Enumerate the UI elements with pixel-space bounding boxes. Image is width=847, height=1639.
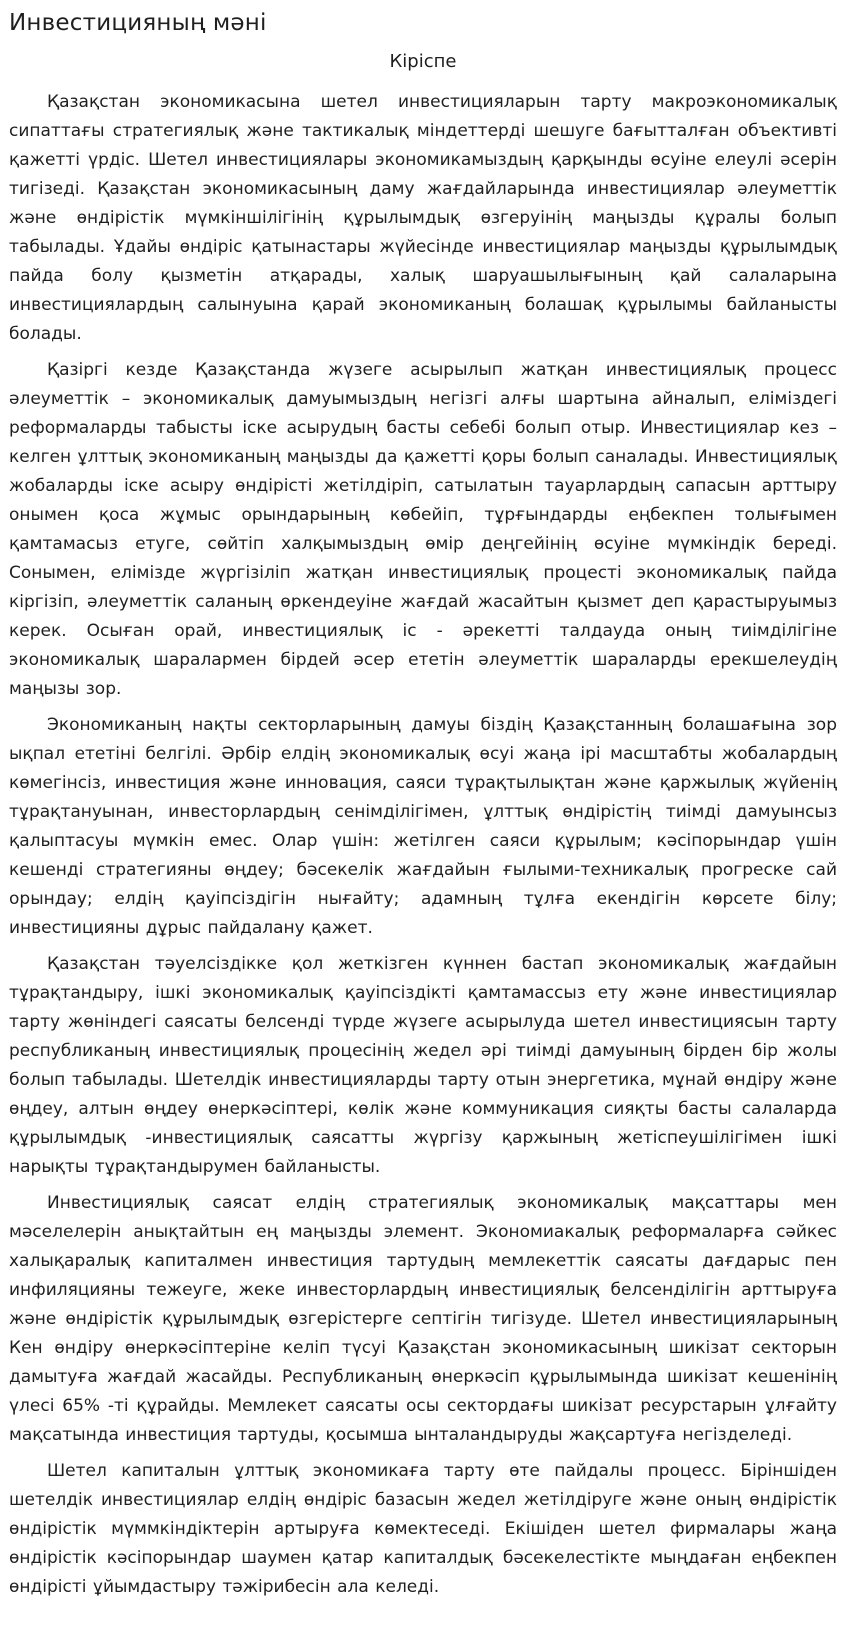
paragraph-2: Қазіргі кезде Қазақстанда жүзеге асырылып жатқан инвестициялық процесс әлеуметтік – экономикалық дамуымыздың негізгі алғы шартына айналып, еліміздегі реформаларды табысты іске асырудың басты себебі болып отыр. Инвестициялар кез – келген ұлттық экономиканың маңызды да қажетті қоры болып саналады. Инвестициялық жобаларды іске асыру өндірісті жетілдіріп, сатылатын тауарлардың сапасын арттыру онымен қоса жұмыс орындарының көбейіп, тұрғындарды еңбекпен толығымен қамтамасыз етуге, сөйтіп халқымыздың өмір деңгейінің өсуіне мүмкіндік береді. Сонымен, елімізде жүргізіліп жатқан инвестициялық процесті экономикалық пайда кіргізіп, әлеуметтік саланың өркендеуіне жағдай жасайтын қызмет деп қарастыруымыз керек. Осыған орай, инвестициялық іс - әрекетті талдауда оның тиімділігіне экономикалық шаралармен бірдей әсер ететін әлеуметтік шараларды ерекшелеудің маңызы зор. — [9, 360, 837, 699]
section-heading: Кіріспе — [389, 51, 457, 72]
paragraph-3: Экономиканың нақты секторларының дамуы біздің Қазақстанның болашағына зор ықпал ететіні белгілі. Әрбір елдің экономикалық өсуі жаңа ірі масштабты жобалардың көмегінсіз, инвестиция және инновация, саяси тұрақтылықтан және қаржылық жүйенің тұрақтануынан, инвесторлардың сенімділігімен, ұлттық өндірістің тиімді дамуынсыз қалыптасуы мүмкін емес. Олар үшін: жетілген саяси құрылым; кәсіпорындар үшін кешенді стратегияны өңдеу; бәсекелік жағдайын ғылыми-техникалық прогреске сай орындау; елдің қауіпсіздігін нығайту; адамның тұлға екендігін көрсете білу; инвестицияны дұрыс пайдалану қажет. — [9, 715, 837, 938]
paragraph-4: Қазақстан тәуелсіздікке қол жеткізген күннен бастап экономикалық жағдайын тұрақтандыру, ішкі экономикалық қауіпсіздікті қамтамассыз ету және инвестициялар тарту жөніндегі саясаты белсенді түрде жүзеге асырылуда шетел инвестициясын тарту республиканың инвестициялық процесінің жедел әрі тиімді дамуының бірден бір жолы болып табылады. Шетелдік инвестицияларды тарту отын энергетика, мұнай өндіру және өңдеу, алтын өңдеу өнеркәсіптері, көлік және коммуникация сияқты басты салаларда құрылымдық -инвестициялық саясатты жүргізу қаржының жетіспеушілігімен ішкі нарықты тұрақтандырумен байланысты. — [9, 954, 837, 1177]
paragraph-6: Шетел капиталын ұлттық экономикаға тарту өте пайдалы процесс. Біріншіден шетелдік инвестициялар елдің өндіріс базасын жедел жетілдіруге және оның өндірістік өндірістік мүммкіндіктерін артыруға көмектеседі. Екішіден шетел фирмалары жаңа өндірістік кәсіпорындар шаумен қатар капиталдық бәсекелестікте мыңдаған еңбекпен өндірісті ұйымдастыру тәжірибесін ала келеді. — [9, 1461, 837, 1597]
document-title: Инвестицияның мәні — [9, 10, 267, 36]
paragraph-1: Қазақстан экономикасына шетел инвестицияларын тарту макроэкономикалық сипаттағы стратегиялық және тактикалық міндеттерді шешуге бағытталған объективті қажетті үрдіс. Шетел инвестициялары экономикамыздың қарқынды өсуіне елеулі әсерін тигізеді. Қазақстан экономикасының даму жағдайларында инвестициялар әлеуметтік және өндірістік мүмкіншілігінің құрылымдық өзгеруінің маңызды құралы болып табылады. Ұдайы өндіріс қатынастары жүйесінде инвестициялар маңызды құрылымдық пайда болу қызметін атқарады, халық шаруашылығының қай салаларына инвестициялардың салынуына қарай экономиканың болашақ құрылымы байланысты болады. — [9, 92, 837, 344]
paragraph-5: Инвестициялық саясат елдің стратегиялық экономикалық мақсаттары мен мәселелерін анықтайтын ең маңызды элемент. Экономиакалық реформаларға сәйкес халықаралық капиталмен инвестиция тартудың мемлекеттік саясаты дағдарыс пен инфиляцияны тежеуге, жеке инвесторлардың инвестициялық белсенділігін арттыруға және өндірістік құрылымдық өзгерістерге септігін тигізуде. Шетел инвестицияларының Кен өндіру өнеркәсіптеріне келіп түсуі Қазақстан экономикасының шикізат секторын дамытуға жағдай жасайды. Республиканың өнеркәсіп құрылымында шикізат кешенінің үлесі 65% -ті құрайды. Мемлекет саясаты осы сектордағы шикізат ресурстарын ұлғайту мақсатында инвестиция тартуды, қосымша ынталандыруды жақсартуға негізделеді. — [9, 1193, 837, 1445]
